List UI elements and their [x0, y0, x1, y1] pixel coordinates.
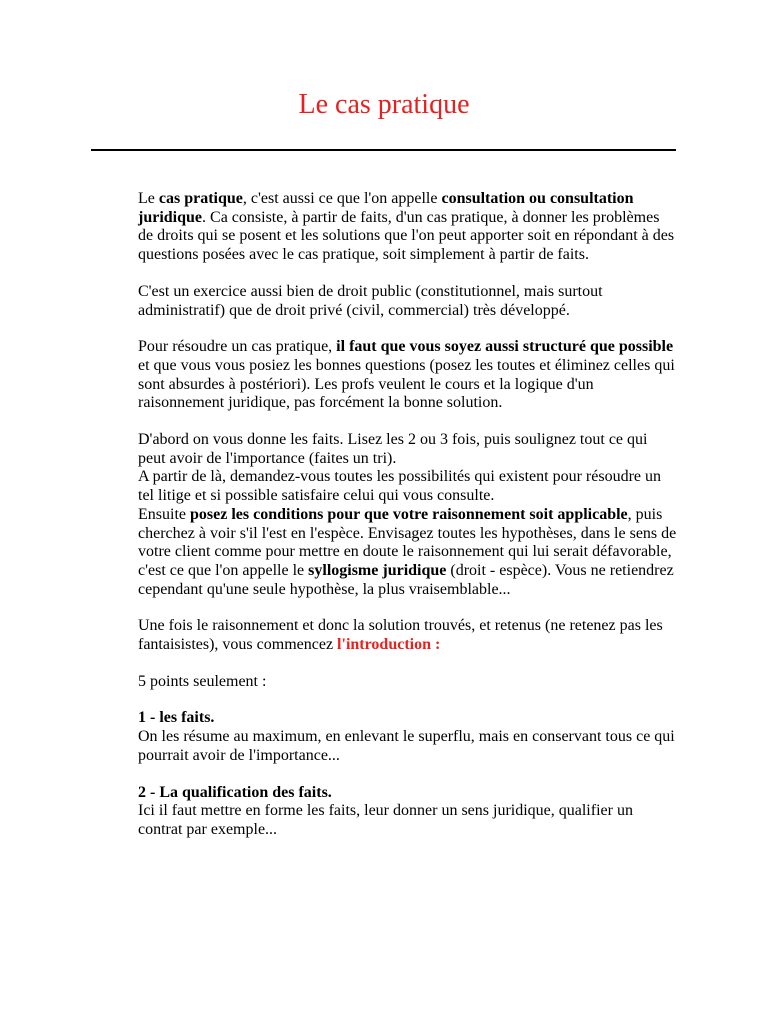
section-facts	[138, 709, 678, 765]
text-run: , c'est aussi ce que l'on appelle	[242, 190, 442, 207]
text-run: , puis cherchez à voir s'il l'est en l'espèce. Envisagez toutes les hypothèses, dans le sens de votre client comme pour mettre en doute le raisonnement qui lui serait défavorable, c'est ce que l'on appelle le	[138, 505, 677, 579]
text-run: Ensuite	[138, 505, 190, 523]
section-heading: 1 - les faits.	[138, 709, 215, 727]
paragraph-structure	[138, 338, 678, 413]
text-run: (droit - espèce). Vous ne retiendrez cependant qu'une seule hypothèse, la plus vraisemblable...	[138, 561, 674, 598]
page-title: Le cas pratique	[298, 89, 470, 120]
bold-term: syllogisme juridique	[308, 561, 447, 579]
section-heading: 2 - La qualification des faits.	[138, 783, 332, 801]
bold-term: posez les conditions pour que votre raisonnement soit applicable	[190, 505, 628, 523]
text-run: Pour résoudre un cas pratique,	[138, 338, 337, 356]
bold-term: il faut que vous soyez aussi structuré que possible	[336, 338, 674, 356]
paragraph-introduction	[138, 617, 678, 654]
paragraph-possibilities: A partir de là, demandez-vous toutes les possibilités qui existent pour résoudre un tel litige et si possible satisfaire celui qui vous consulte.	[138, 468, 661, 505]
document-body	[138, 190, 678, 858]
paragraph-intro	[138, 190, 678, 265]
section-qualification	[138, 784, 678, 840]
section-text: Ici il faut mettre en forme les faits, leur donner un sens juridique, qualifier un contrat par exemple...	[138, 802, 633, 838]
red-highlight: l'introduction :	[337, 636, 441, 654]
title-divider	[91, 149, 676, 151]
bold-term: consultation ou consultation juridique	[138, 190, 634, 226]
paragraph-facts: D'abord on vous donne les faits. Lisez les 2 ou 3 fois, puis soulignez tout ce qui peut avoir de l'importance (faites un tri).	[138, 431, 648, 467]
section-text: On les résume au maximum, en enlevant le superflu, mais en conservant tous ce qui pourrait avoir de l'importance...	[138, 728, 675, 764]
paragraph-exercise: C'est un exercice aussi bien de droit public (constitutionnel, mais surtout administratif) que de droit privé (civil, commercial) très développé.	[138, 282, 603, 319]
paragraph-points: 5 points seulement :	[138, 672, 267, 690]
paragraph-conditions	[138, 506, 678, 600]
text-run: Une fois le raisonnement et donc la solution trouvés, et retenus (ne retenez pas les fantaisistes), vous commencez	[138, 617, 663, 654]
text-run: et que vous vous posiez les bonnes questions (posez les toutes et éliminez celles qui sont absurdes à postériori). Les profs veulent le cours et la logique d'un raisonnement juridique, pas forcément la bonne solution.	[138, 356, 675, 412]
bold-term: cas pratique	[158, 190, 243, 207]
text-run: . Ca consiste, à partir de faits, d'un cas pratique, à donner les problèmes de droits qui se posent et les solutions que l'on peut apporter soit en répondant à des questions posées avec le cas pratique, soit simplement à partir de faits.	[138, 208, 675, 264]
text-run: Le	[138, 190, 159, 207]
